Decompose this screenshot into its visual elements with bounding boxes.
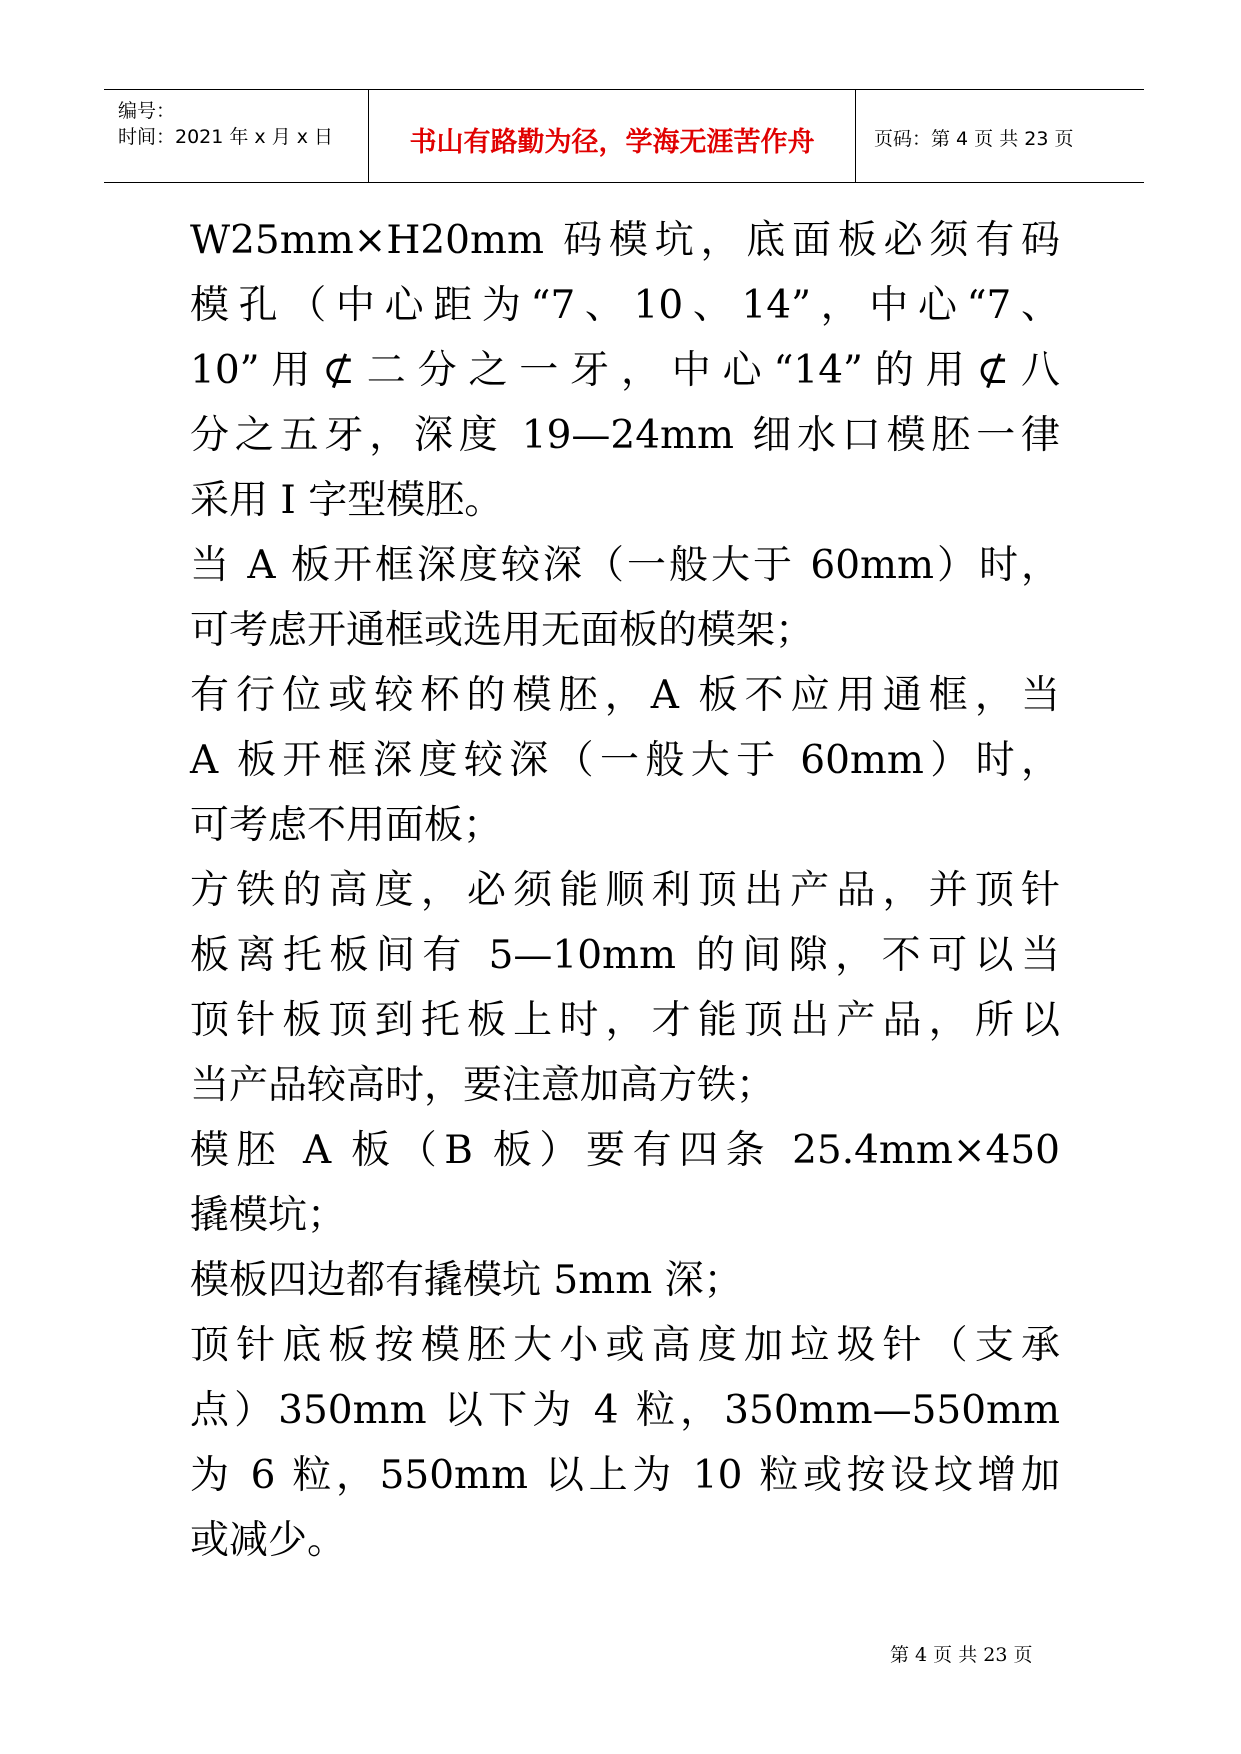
body-line: 采用 I 字型模胚。 [190,478,504,523]
document-header [104,89,1144,183]
body-line: 点）350mm 以下为 4 粒，350mm—550mm [190,1388,1060,1433]
body-line: 10”用⊄二分之一牙，中心“14”的用⊄八 [190,348,1060,393]
body-line: 方铁的高度，必须能顺利顶出产品，并顶针 [190,868,1060,913]
document-body [190,208,1060,1573]
body-line: 当产品较高时，要注意加高方铁； [190,1063,776,1108]
body-line: 模孔（中心距为“7、10、14”，中心“7、 [190,283,1060,328]
body-line: 模胚 A 板（B 板）要有四条 25.4mm×450 [190,1128,1060,1173]
body-line: 有行位或较杯的模胚，A 板不应用通框，当 [190,673,1060,718]
document-number-label: 编号： [118,100,176,122]
header-motto-cell [368,90,856,182]
header-meta-cell [104,90,368,182]
body-line: 撬模坑； [190,1193,347,1238]
document-time-label: 时间：2021 年 x 月 x 日 [118,126,334,148]
page-footer: 第 4 页 共 23 页 [890,1644,1033,1666]
body-line: 可考虑不用面板； [190,803,503,848]
body-line: 模板四边都有撬模坑 5mm 深； [190,1258,743,1303]
header-page-cell [856,90,1144,182]
body-line: 板离托板间有 5—10mm 的间隙，不可以当 [190,933,1060,978]
body-line: 为 6 粒，550mm 以上为 10 粒或按设坟增加 [190,1453,1060,1498]
body-line: A 板开框深度较深（一般大于 60mm）时， [190,738,1060,783]
header-motto: 书山有路勤为径，学海无涯苦作舟 [409,127,815,158]
body-line: 分之五牙，深度 19—24mm 细水口模胚一律 [190,413,1060,458]
header-page-code: 页码：第 4 页 共 23 页 [874,128,1074,150]
body-line: W25mm×H20mm 码模坑，底面板必须有码 [190,218,1060,263]
body-line: 顶针板顶到托板上时，才能顶出产品，所以 [190,998,1060,1043]
body-line: 或减少。 [190,1518,347,1563]
body-line: 顶针底板按模胚大小或高度加垃圾针（支承 [190,1323,1060,1368]
body-line: 当 A 板开框深度较深（一般大于 60mm）时， [190,543,1060,588]
body-line: 可考虑开通框或选用无面板的模架； [190,608,815,653]
